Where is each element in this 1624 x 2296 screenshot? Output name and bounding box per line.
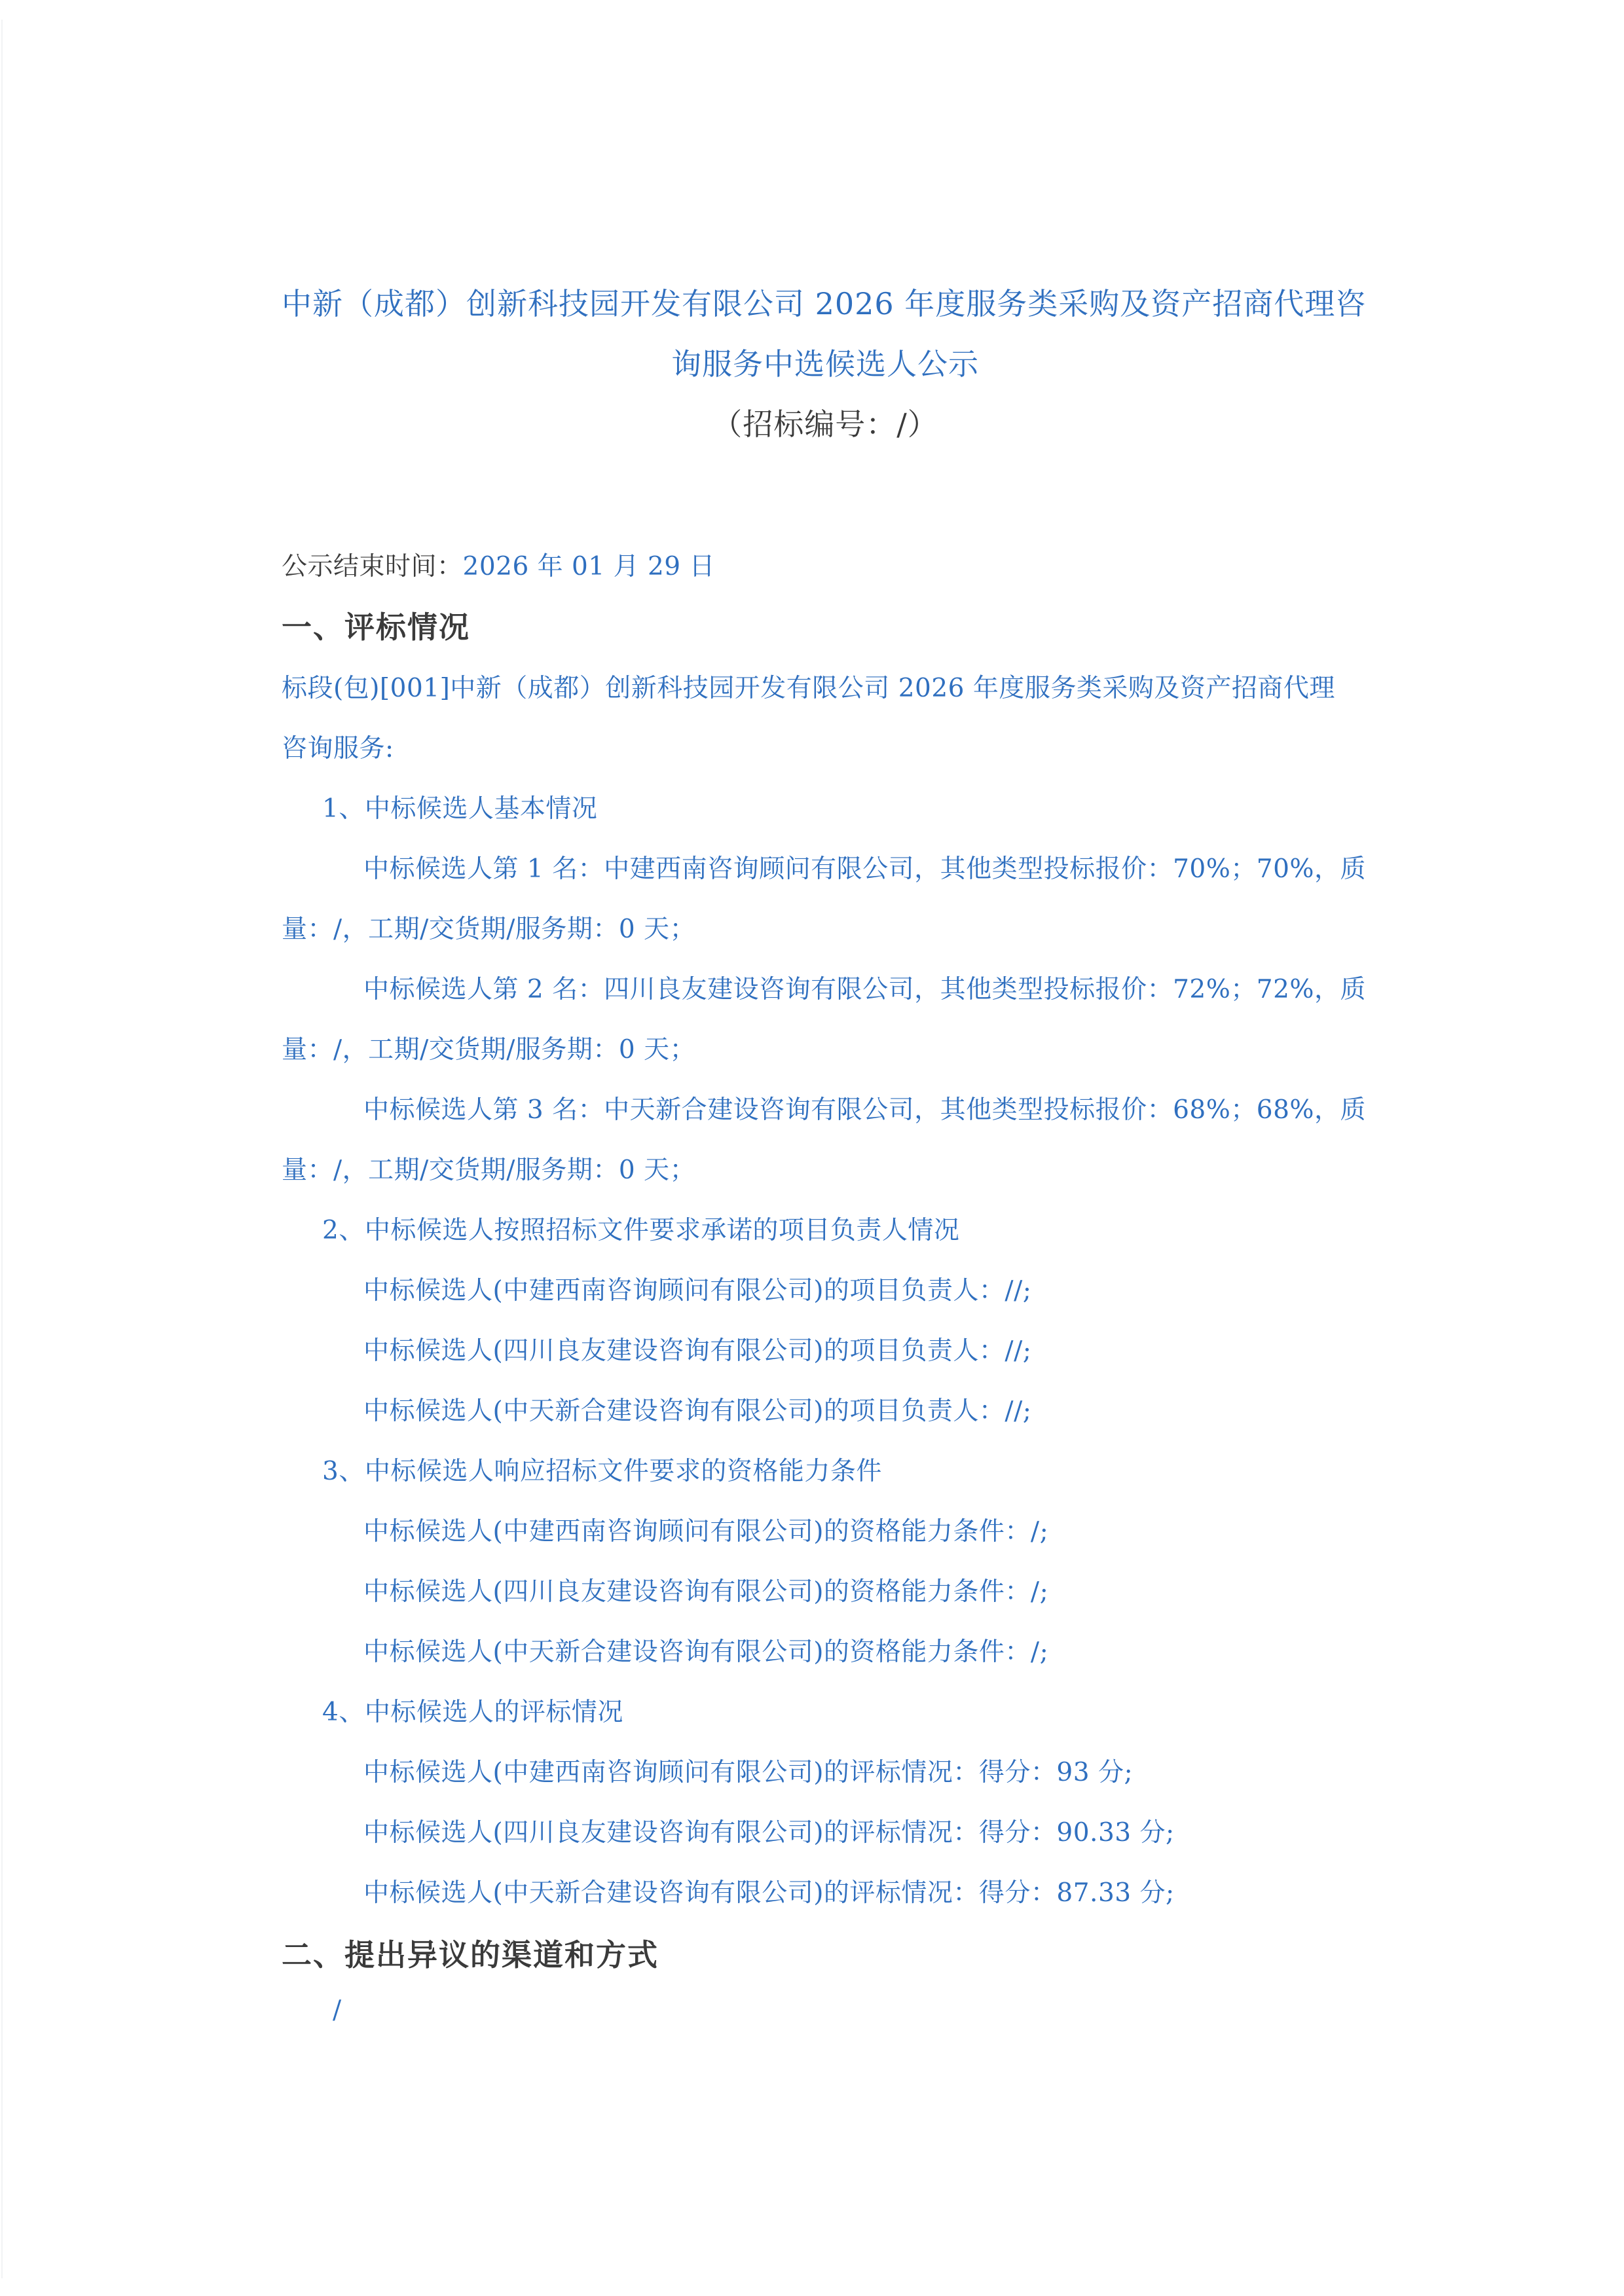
lot-description-line1: 标段(包)[001]中新（成都）创新科技园开发有限公司 2026 年度服务类采购及资产招商代理 — [282, 674, 1335, 703]
section-heading-objection-channels: 二、提出异议的渠道和方式 — [282, 1937, 659, 1973]
candidate-2-line2: 量：/，工期/交货期/服务期：0 天； — [282, 1035, 696, 1065]
subsection-heading-scores: 4、中标候选人的评标情况 — [322, 1698, 623, 1727]
qualification-item: 中标候选人(中建西南咨询顾问有限公司)的资格能力条件：/; — [363, 1517, 1049, 1546]
subsection-heading-basic-info: 1、中标候选人基本情况 — [322, 794, 598, 824]
candidate-1-line2: 量：/，工期/交货期/服务期：0 天； — [282, 915, 696, 944]
score-item: 中标候选人(中天新合建设咨询有限公司)的评标情况：得分：87.33 分; — [363, 1878, 1175, 1908]
project-leader-item: 中标候选人(四川良友建设咨询有限公司)的项目负责人：//; — [363, 1336, 1032, 1366]
section-heading-evaluation: 一、评标情况 — [282, 610, 470, 645]
project-leader-item: 中标候选人(中天新合建设咨询有限公司)的项目负责人：//; — [363, 1396, 1032, 1426]
end-time-label: 公示结束时间： — [282, 552, 463, 581]
qualification-item: 中标候选人(四川良友建设咨询有限公司)的资格能力条件：/; — [363, 1577, 1049, 1607]
candidate-3-line1: 中标候选人第 3 名：中天新合建设咨询有限公司，其他类型投标报价：68%；68%，质 — [363, 1095, 1366, 1125]
document-title-line1: 中新（成都）创新科技园开发有限公司 2026 年度服务类采购及资产招商代理咨 — [282, 286, 1367, 321]
end-time-value: 2026 年 01 月 29 日 — [462, 552, 716, 581]
document-title-line2: 询服务中选候选人公示 — [671, 346, 979, 382]
candidate-1-line1: 中标候选人第 1 名：中建西南咨询顾问有限公司，其他类型投标报价：70%；70%，质 — [363, 854, 1366, 884]
qualification-item: 中标候选人(中天新合建设咨询有限公司)的资格能力条件：/; — [363, 1637, 1049, 1667]
subsection-heading-qualification: 3、中标候选人响应招标文件要求的资格能力条件 — [322, 1457, 882, 1486]
scan-edge — [1, 20, 3, 2278]
score-item: 中标候选人(四川良友建设咨询有限公司)的评标情况：得分：90.33 分; — [363, 1818, 1175, 1848]
publicity-end-time — [282, 546, 715, 583]
subsection-heading-project-leader: 2、中标候选人按照招标文件要求承诺的项目负责人情况 — [322, 1216, 960, 1245]
candidate-2-line1: 中标候选人第 2 名：四川良友建设咨询有限公司，其他类型投标报价：72%；72%，质 — [363, 975, 1366, 1004]
score-item: 中标候选人(中建西南咨询顾问有限公司)的评标情况：得分：93 分; — [363, 1758, 1134, 1787]
objection-channels-content: / — [333, 1995, 342, 2025]
lot-description-line2: 咨询服务: — [282, 734, 394, 763]
project-leader-item: 中标候选人(中建西南咨询顾问有限公司)的项目负责人：//; — [363, 1276, 1032, 1305]
tender-number: （招标编号：/） — [712, 407, 938, 442]
candidate-3-line2: 量：/，工期/交货期/服务期：0 天； — [282, 1156, 696, 1185]
